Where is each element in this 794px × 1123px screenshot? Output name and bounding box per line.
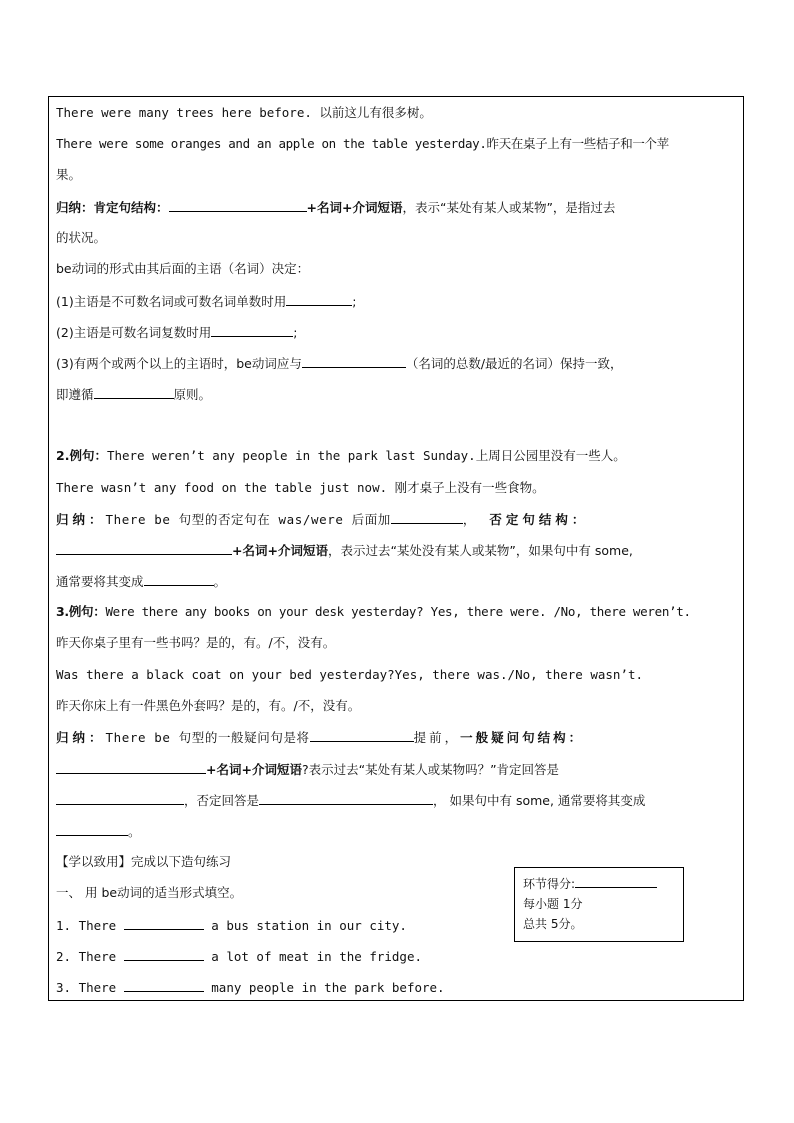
rule-1 — [56, 292, 356, 311]
blank-question-some-change[interactable] — [56, 822, 128, 836]
example-3-text: Were there any books on your desk yesterday? Yes, there were. /No, there weren’t. — [105, 604, 691, 619]
summary-affirmative-cont: 的状况。 — [56, 230, 107, 245]
rule-3-cont-tail: 原则。 — [173, 387, 212, 402]
blank-score[interactable] — [575, 874, 657, 888]
rule-3 — [56, 354, 623, 373]
summary-negative-structure-tail: +名词+介词短语 — [232, 543, 328, 558]
blank-principle[interactable] — [94, 385, 174, 399]
blank-question-3[interactable] — [124, 978, 204, 992]
question-3-start: 3. There — [56, 980, 117, 995]
rule-3-tail: （名词的总数/最近的名词）保持一致， — [405, 356, 623, 371]
summary-question-cont-2 — [56, 822, 141, 841]
example-2 — [56, 447, 626, 465]
rule-3-cont-text: 即遵循 — [56, 387, 94, 402]
practice-title: 【学以致用】完成以下造句练习 — [56, 854, 232, 869]
example-3-coat: Was there a black coat on your bed yesterday?Yes, there was./No, there wasn’t. — [56, 667, 643, 682]
summary-negative-meaning: ，表示过去“某处没有某人或某物”，如果句中有 some, — [327, 543, 633, 558]
example-2-label: 2.例句： — [56, 448, 107, 463]
rule-3-cont — [56, 385, 211, 404]
question-1-start: 1. There — [56, 918, 117, 933]
summary-meaning: ，表示“某处有某人或某物”，是指过去 — [402, 200, 616, 215]
summary-structure-tail: +名词+介词短语 — [306, 200, 403, 215]
blank-question-2[interactable] — [124, 947, 204, 961]
score-box — [514, 867, 684, 942]
rule-1-end: ; — [352, 294, 357, 309]
summary-label: 归纳：肯定句结构： — [56, 200, 169, 215]
summary-question-text: There be 句型的一般疑问句是将 — [105, 730, 310, 745]
blank-yes-answer[interactable] — [56, 791, 184, 805]
summary-negative-comma: ， — [462, 512, 476, 527]
summary-question — [56, 728, 584, 747]
example-2-text: There weren’t any people in the park last Sunday.上周日公园里没有一些人。 — [106, 448, 626, 463]
blank-negative-word[interactable] — [391, 510, 463, 524]
question-3-end: many people in the park before. — [211, 980, 445, 995]
summary-negative-cont — [56, 541, 633, 560]
blank-no-answer[interactable] — [259, 791, 433, 805]
summary-question-end: 。 — [128, 824, 141, 839]
example-sentence-oranges-cont: 果。 — [56, 167, 82, 182]
summary-negative-structure-label: 否定句结构： — [489, 512, 589, 527]
summary-question-ahead: 提前， — [413, 730, 461, 745]
summary-negative-text: There be 句型的否定句在 was/were 后面加 — [105, 512, 391, 527]
blank-rule-1[interactable] — [286, 292, 352, 306]
summary-question-cont — [56, 760, 559, 779]
score-label: 环节得分: — [523, 877, 576, 891]
summary-question-answers — [56, 791, 645, 810]
blank-rule-3[interactable] — [302, 354, 406, 368]
summary-question-label: 归纳： — [56, 730, 106, 745]
summary-question-structure-label: 一般疑问句结构： — [460, 730, 585, 745]
example-3-translation: 昨天你桌子里有一些书吗？是的，有。/不，没有。 — [56, 635, 336, 650]
summary-question-no-label: ，否定回答是 — [184, 793, 260, 808]
summary-affirmative — [56, 198, 615, 217]
question-1-end: a bus station in our city. — [211, 918, 407, 933]
blank-question-1[interactable] — [124, 916, 204, 930]
blank-question-word[interactable] — [310, 728, 414, 742]
summary-question-some: ， 如果句中有 some, 通常要将其变成 — [433, 793, 646, 808]
question-2-end: a lot of meat in the fridge. — [211, 949, 422, 964]
example-sentence-oranges: There were some oranges and an apple on the table yesterday.昨天在桌子上有一些桔子和一个苹 — [56, 136, 669, 151]
rule-1-text: (1)主语是不可数名词或可数名词单数时用 — [56, 294, 287, 309]
summary-negative-some: 通常要将其变成 — [56, 574, 144, 589]
summary-question-structure-tail: +名词+介词短语 — [206, 762, 302, 777]
question-2-start: 2. There — [56, 949, 117, 964]
question-3 — [56, 978, 445, 997]
question-2 — [56, 947, 422, 966]
summary-negative-label: 归纳： — [56, 512, 106, 527]
summary-negative — [56, 510, 588, 529]
score-label-row — [523, 874, 675, 894]
example-3-label: 3.例句： — [56, 604, 106, 619]
summary-negative-end: 。 — [213, 574, 227, 589]
example-3 — [56, 603, 691, 621]
rule-2 — [56, 323, 297, 342]
question-1 — [56, 916, 407, 935]
score-per-item: 每小题 1分 — [523, 897, 583, 911]
example-sentence-trees: There were many trees here before. 以前这儿有很多树。 — [56, 105, 432, 120]
blank-question-structure[interactable] — [56, 760, 206, 774]
example-3-coat-translation: 昨天你床上有一件黑色外套吗？是的，有。/不，没有。 — [56, 698, 361, 713]
example-2-food: There wasn’t any food on the table just now. 刚才桌子上没有一些食物。 — [56, 480, 545, 495]
blank-some-change[interactable] — [144, 572, 214, 586]
blank-affirmative-structure[interactable] — [169, 198, 307, 212]
score-total: 总共 5分。 — [523, 917, 583, 931]
rule-2-end: ; — [293, 325, 298, 340]
summary-question-meaning: ?表示过去“某处有某人或某物吗？”肯定回答是 — [301, 762, 560, 777]
blank-negative-structure[interactable] — [56, 541, 232, 555]
rule-2-text: (2)主语是可数名词复数时用 — [56, 325, 212, 340]
practice-subtitle: 一、 用 be动词的适当形式填空。 — [56, 885, 243, 900]
rule-3-text: (3)有两个或两个以上的主语时，be动词应与 — [56, 356, 302, 371]
summary-negative-cont-2 — [56, 572, 226, 591]
blank-rule-2[interactable] — [211, 323, 293, 337]
be-verb-rule-intro: be动词的形式由其后面的主语（名词）决定： — [56, 261, 310, 276]
